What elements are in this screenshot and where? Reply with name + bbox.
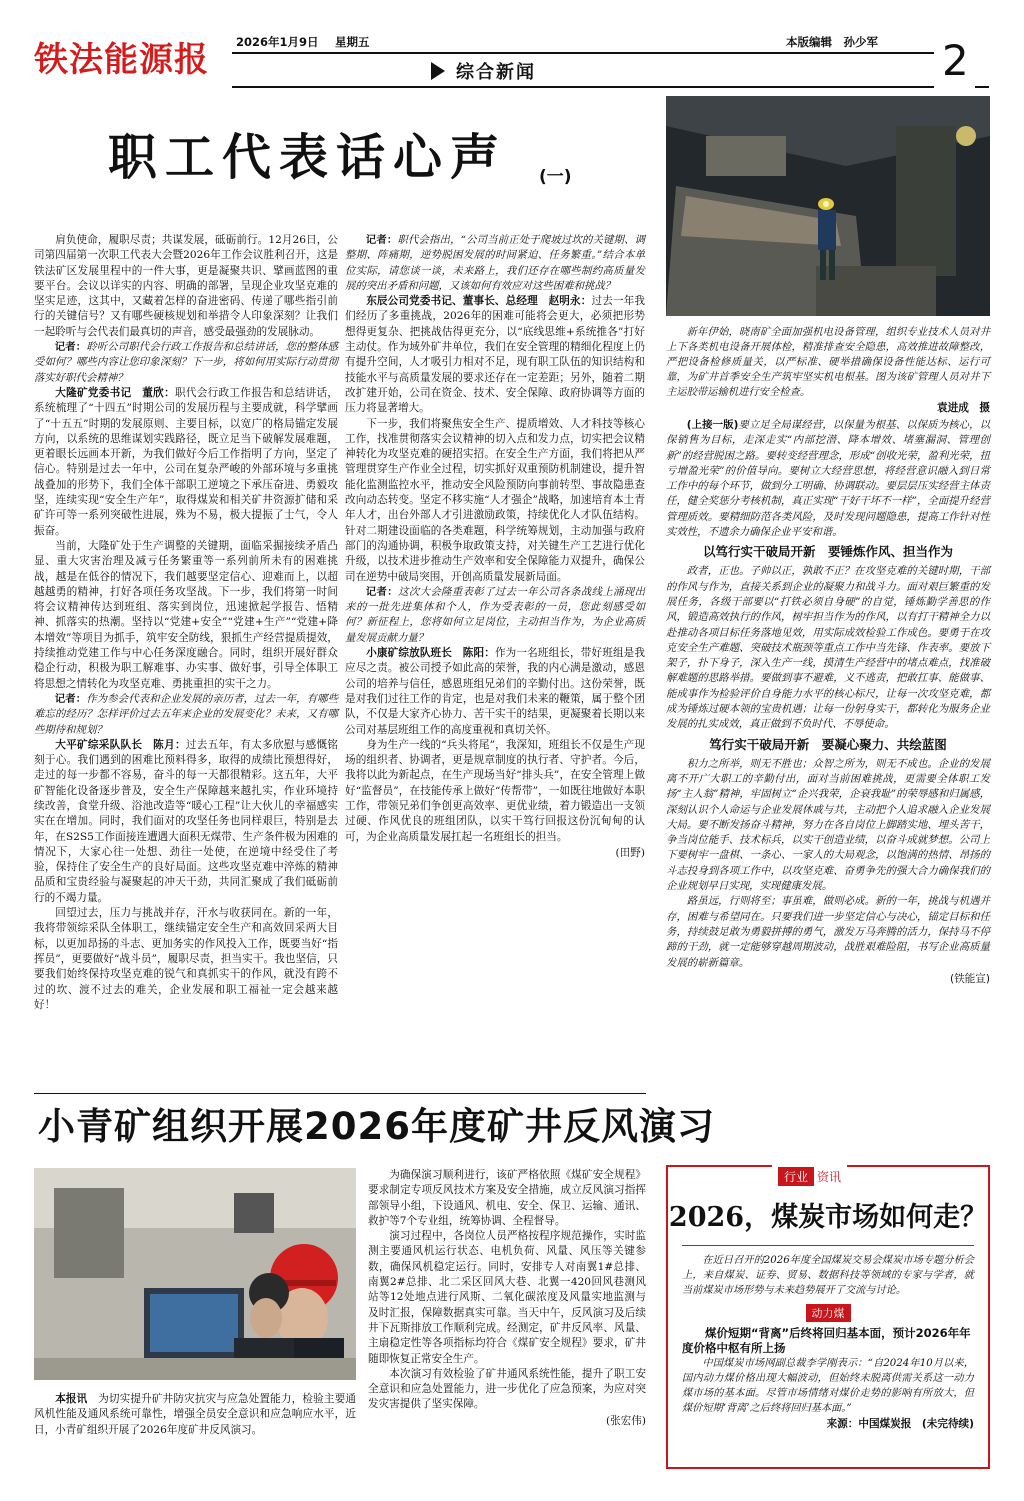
interview-question-4: 记者：这次大会隆重表彰了过去一年公司各条战线上涌现出来的一批先进集体和个人，作为受表彰的一员，您此刻感受如何？新征程上，您将如何立足岗位，主动担当作为，为企业高质量发展贡献力量？	[345, 585, 646, 644]
interview-answer-3b: 下一步，我们将聚焦安全生产、提质增效、人才科技等核心工作，找准贯彻落实会议精神的切入点和发力点，切实把会议精神转化为攻坚克难的硬招实招。在安全生产方面，我们将把从严管理贯穿生产作业全过程，切实抓好双重预防机制建设，提升智能化监测监控水平，推动安全风险预防向事前转型、事故隐患查改向动态转变。坚定不移实施“人才强企”战略，加速培育本土青年人才，出台外部人才引进激励政策，持续优化人才队伍结构。针对二期建设面临的各类难题，科学统筹规划，主动加强与政府部门的沟通协调，积极争取政策支持，对关键生产工艺进行优化升级，以技术进步推动生产效率和安全保障能力双提升，确保公司在逆势中破局突围，开创高质量发展新局面。	[345, 417, 645, 583]
page-editor: 本版编辑 孙少军	[786, 35, 878, 49]
reporter-label: 记者：	[365, 585, 399, 598]
photo1-caption-block	[666, 325, 990, 415]
interview-question-3: 记者：职代会指出，“公司当前正处于爬坡过坎的关键期、调整期、阵痛期，逆势脱困发展的时间紧迫、任务繁重。”结合本单位实际，请您谈一谈，未来路上，我们还存在哪些制约高质量发展的突出矛盾和问题，又该如何有效应对这些困难和挑战？	[345, 234, 646, 292]
reporter-label: 记者：	[54, 692, 87, 705]
article2-para-3: 本次演习有效检验了矿井通风系统性能，提升了职工安全意识和应急处置能力，进一步优化了应急预案，为应对突发灾害提供了坚实保障。	[368, 1367, 646, 1411]
industry-section-label: 动力煤	[806, 1304, 851, 1322]
interview-answer-1: 大隆矿党委书记 董欣：职代会行政工作报告和总结讲话，系统梳理了“十四五”时期公司的发展历程与主要成就，科学擘画了“十五五”时期的发展原则、主要目标，以宽广的格局锚定发展方向，以系统的思维谋划实践路径，既立足当下破解发展难题，更着眼长远画本开新，为我们做好今后工作指明了方向，坚定了信心。特别是过去一年中，公司在复杂严峻的外部环境与多重挑战叠加的形势下，我们全体干部职工逆境之下承压奋进、勇毅攻坚，连续实现“安全生产年”，取得煤炭和相关矿井资源扩储和采矿许可等一系列突破性进展，殊为不易，极大提振了士气，令人振奋。	[34, 386, 339, 537]
speaker-name: 东辰公司党委书记、董事长、总经理 赵明永：	[366, 295, 592, 308]
continuation-lead: (上接一版)要立足全局谋经营，以保量为根基、以保质为核心，以保销售为目标，走深走实“内部挖潜、降本增效、堵塞漏洞、管理创新”的经营脱困之路。要转变经营理念，形成“创收光荣，盈利光荣，扭亏增盈光荣”的价值导向。要树立大经营思想，将经营意识融入到日常工作中的每个环节，做到分工明确、协调联动。要层层压实经营主体责任，健全奖惩分考核机制，真正实现“干好干坏不一样”，全面提升经营管理质效。要精细防范各类风险，及时发现问题隐患，提高工作针对性实效性，不遗余力确保企业平安和谐。	[666, 419, 991, 539]
interview-answer-2: 大平矿综采队队长 陈月：过去五年，有太多欣慰与感慨铭刻于心。我们遇到的困难比预料得多，取得的成绩比预想得好，走过的每一步都不容易，奋斗的每一天都很精彩。这五年，大平矿智能化设备逐步普及，安全生产保障越来越扎实，作业环境持续改善，食堂升级、浴池改造等“暖心工程”让大伙儿的幸福感实实在在增加。同时，我们面对的攻坚任务也同样艰巨，特别是去年，在S2S5工作面接连遭遇大面积无煤带、生产条件极为困难的情况下，大家心往一处想、劲往一处使，在逆境中经受住了考验，保持住了安全生产的良好局面。这些攻坚克难中淬炼的精神品质和宝贵经验与凝聚起的冲天干劲，共同汇聚成了我们砥砺前行的不竭力量。	[34, 738, 339, 904]
masthead-rule-bottom	[232, 86, 934, 88]
article1-title-suffix: (一)	[539, 167, 572, 187]
article2-para-1: 为确保演习顺利进行，该矿严格依照《煤矿安全规程》要求制定专项反风技术方案及安全措施，成立反风演习指挥部领导小组，下设通风、机电、安全、保卫、运输、通讯、救护等7个专业组，统筹协调、全程督导。	[368, 1169, 646, 1227]
article2-rule	[34, 1093, 646, 1094]
photo1-credit: 袁进成 摄	[937, 402, 990, 414]
mine-conveyor-photo	[666, 96, 990, 316]
industry-subhead: 煤价短期“背离”后终将回归基本面，预计2026年年度价格中枢有所上扬	[682, 1326, 971, 1355]
speaker-name: 大平矿综采队队长 陈月：	[55, 738, 186, 751]
industry-tag	[772, 1165, 847, 1187]
industry-tag-sub: 资讯	[817, 1169, 842, 1184]
interview-answer-3: 东辰公司党委书记、董事长、总经理 赵明永：过去一年我们经历了多重挑战，2026年的困难可能将会更大，必须把形势想得更复杂、把挑战估得更充分，以“底线思维+系统推各”打好主动仗。作为域外矿井单位，我们在安全管理的精细化程度上仍有提升空间，人才吸引力相对不足，现有职工队伍的知识结构和技能水平与高质量发展的要求还存在一定差距；另外，随着二期改扩建开始，公司在资金、技术、安全保障、政府协调等方面的压力将显著增大。	[345, 295, 646, 415]
continuation-para-3: 路虽远，行则将至；事虽难，做则必成。新的一年，挑战与机遇并存，困难与希望同在。只要我们进一步坚定信心与决心，锚定目标和任务，持续鼓足敢为勇毅拼搏的勇气，激发万马奔腾的活力，保持马不停蹄的干劲，就一定能够穿越周期波动，战胜艰难险阻，书写企业高质量发展的崭新篇章。	[666, 895, 990, 969]
industry-para: 中国煤炭市场网副总裁李学刚表示：“自2024年10月以来，国内动力煤价格出现大幅波动，但始终未脱离供需关系这一动力煤市场的基本面。尽管市场情绪对煤价走势的影响有所放大，但煤价短期‘背离’之后终将回归基本面。”	[682, 1358, 974, 1414]
continuation-credit: (铁能宣)	[949, 972, 990, 985]
speaker-name: 大隆矿党委书记 董欣：	[55, 386, 175, 399]
article2-column-2	[368, 1168, 646, 1428]
article1-title: 职工代表话心声	[108, 129, 508, 186]
interview-answer-4: 小康矿综放队班长 陈阳：作为一名班组长，带好班组是我应尽之责。被公司授予如此高的荣誉，我的内心满是激动，感恩公司的培养与信任，感恩班组兄弟们的辛勤付出。这份荣誉，既是对我们过往工作的肯定，也是对我们未来的鞭策，属于整个团队，不仅是大家齐心协力、苦干实干的结果，更凝聚着长期以来公司对基层班组工作的高度重视和真切关怀。	[345, 647, 646, 736]
industry-title: 2026，煤炭市场如何走？	[668, 1202, 988, 1233]
issue-date: 2026年1月9日	[236, 35, 319, 49]
continuation-subhead-1: 以笃行实干破局开新 要锤炼作风、担当作为	[702, 544, 953, 560]
continuation-para-1: 政者，正也。子帅以正，孰敢不正？在攻坚克难的关键时期，干部的作风与作为，直接关系到企业的凝聚力和战斗力。面对艰巨繁重的发展任务，各级干部要以“打铁必须自身硬”的自觉，锤炼勤学善思的作风，锻造高效执行的作风，树牢担当作为的作风，以有打干精神全力以赴推动各项目标任务落地见效，用实际成效检验工作成色。要勇于在攻克安全生产难题、突破技术瓶颈等重点工作中当先锋、作表率。要放下架子，扑下身子，深入生产一线，摸清生产经营中的堵点难点，找准破解难题的思路举措。要做到事不避难，义不逃责，把敢扛事、能做事、能成事作为检验评价自身能力水平的核心标尺，让每一次攻坚克难，都成为锤炼过硬本领的宝贵机遇；让每一份躬身实干，都转化为服务企业发展的扎实成效，真正做到不负时代、不辱使命。	[666, 565, 990, 731]
divider	[682, 1245, 974, 1246]
interview-question-1: 记者：聆听公司职代会行政工作报告和总结讲话，您的整体感受如何？哪些内容让您印象深刻？下一步，将如何用实际行动贯彻落实好职代会精神？	[34, 341, 339, 384]
section-title: 综合新闻	[456, 62, 536, 83]
article2-lead-block	[34, 1392, 356, 1438]
article2-lead: 本报讯 为切实提升矿井防灾抗灾与应急处置能力，检验主要通风机性能及通风系统可靠性，增强全员安全意识和应急响应水平，近日，小青矿组织开展了2026年度矿井反风演习。	[34, 1393, 357, 1436]
article2-title: 小青矿组织开展2026年度矿井反风演习	[38, 1105, 715, 1148]
continuation-para-2: 积力之所举，则无不胜也；众智之所为，则无不成也。企业的发展离不开广大职工的辛勤付出，面对当前困难挑战，更需要全体职工发扬“主人翁”精神，牢固树立“企兴我荣，企衰我耻”的荣辱感和归属感，深刻认识个人命运与企业发展休戚与共，主动把个人追求融入企业发展大局。要不断发扬奋斗精神，努力在各自岗位上脚踏实地、埋头苦干，争当岗位能手、技术标兵，以实干创造业绩，以奋斗成就梦想。公司上下要树牢一盘棋、一条心、一家人的大局观念，以饱满的热情、昂扬的斗志投身到各项工作中，以攻坚克难、奋勇争先的强大合力确保我们的企业规划早日实现，实现健康发展。	[666, 757, 990, 893]
speaker-name: 小康矿综放队班长 陈阳：	[366, 647, 495, 660]
interview-question-2: 记者：作为参会代表和企业发展的亲历者，过去一年，有哪些难忘的经历？怎样评价过去五年来企业的发展变化？未来，又有哪些期待和规划？	[34, 692, 339, 736]
article1-continuation	[666, 418, 990, 986]
interview-answer-1b: 当前，大隆矿处于生产调整的关键期，面临采掘接续矛盾凸显、重大灾害治理及减亏任务繁重等一系列前所未有的困难挑战，越是在低谷的情况下，我们越要坚定信心、迎难而上，以超越越勇的精神，打好各项任务攻坚战。下一步，我们将第一时间将会议精神传达到班组、落实到岗位，迅速掀起学报告、悟精神、抓落实的热潮。坚持以“党建+安全”“党建+生产”“党建+降本增效”等项目为抓手，筑牢安全防线，狠抓生产经营提质提效，持续推动党建工作与中心任务深度融合。同时，组织开展好群众稳企行动，积极为职工解难事、办实事、做好事，引导全体职工将思想之情转化为攻坚克难、勇挑重担的实干之力。	[34, 539, 338, 690]
article1-lead: 肩负使命，履职尽责；共谋发展，砥砺前行。12月26日，公司第四届第一次职工代表大会暨2026年工作会议胜利召开，这是铁法矿区发展里程中的一件大事，更是凝聚共识、擘画蓝图的重要平台。会议以详实的内容、明确的部署，呈现企业攻坚克难的坚实足迹，这其中，又藏着怎样的奋进密码、传递了哪些指引前行的关键信号？又有哪些硬核规划和举措令人印象深刻？让我们一起聆听与会代表们最真切的声音，感受最强劲的发展脉动。	[34, 234, 338, 338]
section-arrow-icon	[425, 58, 450, 84]
issue-weekday: 星期五	[335, 35, 370, 49]
industry-source: 来源：中国煤炭报 (未完待续)	[826, 1418, 974, 1430]
ventilation-drill-photo	[34, 1168, 356, 1380]
page-number-rule	[975, 86, 989, 88]
article2-credit: (张宏伟)	[605, 1414, 646, 1427]
article2-para-2: 演习过程中，各岗位人员严格按程序规范操作，实时监测主要通风机运行状态、电机负荷、风量、风压等关键参数，确保风机稳定运行。同时，安排专人对南翼1#总排、南翼2#总排、北二采区回风大巷、北翼一420回风巷测风站等12处地点进行风斯、二氧化碳浓度及风量实地监测与及时汇报，保障数据真实可靠。当天中午，反风演习及后续井下瓦斯排放工作顺利完成。经测定，矿井反风率、风量、主扇稳定性等各项指标均符合《煤矿安全规程》要求，矿井随即恢复正常安全生产。	[368, 1230, 646, 1365]
continued-label: (上接一版)	[686, 419, 739, 431]
reporter-label: 记者：	[365, 234, 398, 246]
industry-news-box	[666, 1165, 990, 1469]
masthead-rule-top	[232, 52, 934, 54]
article1-credit: (田野)	[615, 846, 645, 859]
article1-column-2	[345, 233, 645, 860]
industry-body	[682, 1253, 974, 1431]
industry-tag-label: 行业	[778, 1167, 814, 1186]
newspaper-logo: 铁法能源报	[34, 40, 209, 80]
dateline-label: 本报讯	[55, 1393, 88, 1405]
reporter-label: 记者：	[54, 341, 87, 354]
photo1-caption: 新年伊始，晓南矿全面加强机电设备管理，组织专业技术人员对井上下各类机电设备开展体检，精准排查安全隐患，高效推进故障整改，严把设备检修质量关，以严标准、硬举措确保设备性能达标、运行可靠，为矿井首季安全生产筑牢坚实机电根基。图为该矿管理人员对井下主运胶带运输机进行安全检查。	[666, 326, 990, 398]
continuation-subhead-2: 笃行实干破局开新 要凝心聚力、共绘蓝图	[709, 736, 947, 752]
interview-answer-4b: 身为生产一线的“兵头将尾”，我深知，班组长不仅是生产现场的组织者、协调者，更是规章制度的执行者、守护者。今后，我将以此为新起点，在生产现场当好“排头兵”，在安全管理上做好“监督员”，在技能传承上做好“传帮带”，一如既往地做好本职工作，带领兄弟们争创更高效率、更优业绩，着力锻造出一支领过硬、作风优良的班组团队，以实干笃行回报这份沉甸甸的认可，为企业高质量发展扛起一名班组长的担当。	[345, 738, 645, 843]
article1-column-1	[34, 233, 338, 1013]
page-number: 2	[942, 36, 969, 85]
industry-intro: 在近日召开的2026年度全国煤炭交易会煤炭市场专题分析会上，来自煤炭、证券、贸易、数据科技等领域的专家与学者，就当前煤炭市场形势与未来趋势展开了交流与讨论。	[682, 1255, 974, 1296]
interview-answer-2b: 回望过去，压力与挑战并存，汗水与收获同在。新的一年，我将带领综采队全体职工，继续锚定安全生产和高效回采两大目标，以更加昂扬的斗志、更加务实的作风投入工作，既要当好“指挥员”，更要做好“战斗员”，履职尽责，担当实干。我也坚信，只要我们始终保持攻坚克难的锐气和真抓实干的作风，就没有跨不过的坎、渡不过去的难关，企业发展和职工福祉一定会越来越好！	[34, 907, 338, 1011]
